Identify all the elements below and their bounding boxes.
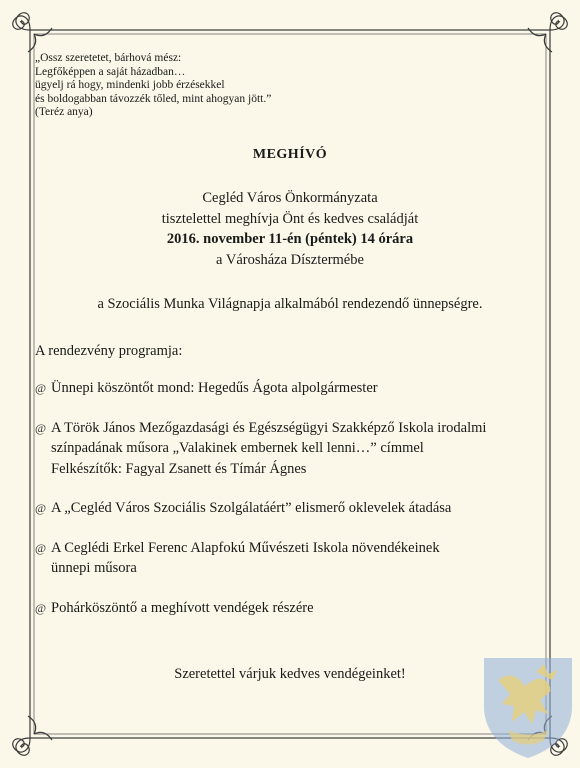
quote-line: „Ossz szeretetet, bárhová mész: bbox=[35, 52, 182, 64]
program-item bbox=[35, 378, 555, 399]
program-item-line: Ünnepi köszöntőt mond: Hegedűs Ágota alpolgármester bbox=[51, 380, 378, 396]
bullet-icon: @ bbox=[35, 381, 47, 395]
program-item-line: Pohárköszöntő a meghívott vendégek részére bbox=[51, 599, 314, 616]
event-occasion: a Szociális Munka Világnapja alkalmából rendezendő ünnepségre. bbox=[97, 296, 483, 312]
program-item-line: Felkészítők: Fagyal Zsanett és Tímár Ágnes bbox=[51, 460, 307, 477]
closing-line: Szeretettel várjuk kedves vendégeinket! bbox=[174, 666, 406, 682]
page-title: MEGHÍVÓ bbox=[252, 147, 328, 162]
program-item-line: színpadának műsora „Valakinek embernek kell lenni…” címmel bbox=[51, 440, 424, 456]
program-heading: A rendezvény programja: bbox=[35, 343, 183, 359]
city-crest-icon bbox=[478, 650, 578, 760]
invitation-text bbox=[0, 188, 580, 270]
quote-line: ügyelj rá hogy, mindenki jobb érzésekkel bbox=[35, 79, 225, 92]
motto-quote bbox=[35, 52, 355, 120]
program-item bbox=[35, 418, 555, 480]
bullet-icon: @ bbox=[35, 540, 47, 555]
program-item-line: ünnepi műsora bbox=[51, 560, 137, 576]
quote-line: Legfőképpen a saját házadban… bbox=[35, 65, 186, 78]
event-place: a Városháza Dísztermébe bbox=[216, 251, 364, 268]
bullet-icon: @ bbox=[35, 600, 47, 615]
invite-line: tisztelettel meghívja Önt és kedves családját bbox=[161, 210, 419, 227]
bullet-icon: @ bbox=[35, 501, 47, 515]
program-item bbox=[35, 538, 555, 579]
program-item-line: A Török János Mezőgazdasági és Egészségügyi Szakképző Iskola irodalmi bbox=[51, 419, 487, 436]
program-list bbox=[35, 378, 555, 618]
quote-line: és boldogabban távozzék tőled, mint ahogyan jött.” bbox=[35, 92, 272, 105]
quote-author: (Teréz anya) bbox=[35, 106, 93, 119]
program-item-line: A „Cegléd Város Szociális Szolgálatáért” elismerő oklevelek átadása bbox=[51, 500, 452, 516]
host-line: Cegléd Város Önkormányzata bbox=[202, 190, 378, 206]
program-item-line: A Ceglédi Erkel Ferenc Alapfokú Művészeti Iskola növendékeinek bbox=[51, 539, 440, 556]
bullet-icon: @ bbox=[35, 420, 47, 435]
program-item bbox=[35, 498, 555, 519]
event-date: 2016. november 11-én (péntek) 14 órára bbox=[166, 231, 414, 247]
program-item bbox=[35, 598, 555, 619]
